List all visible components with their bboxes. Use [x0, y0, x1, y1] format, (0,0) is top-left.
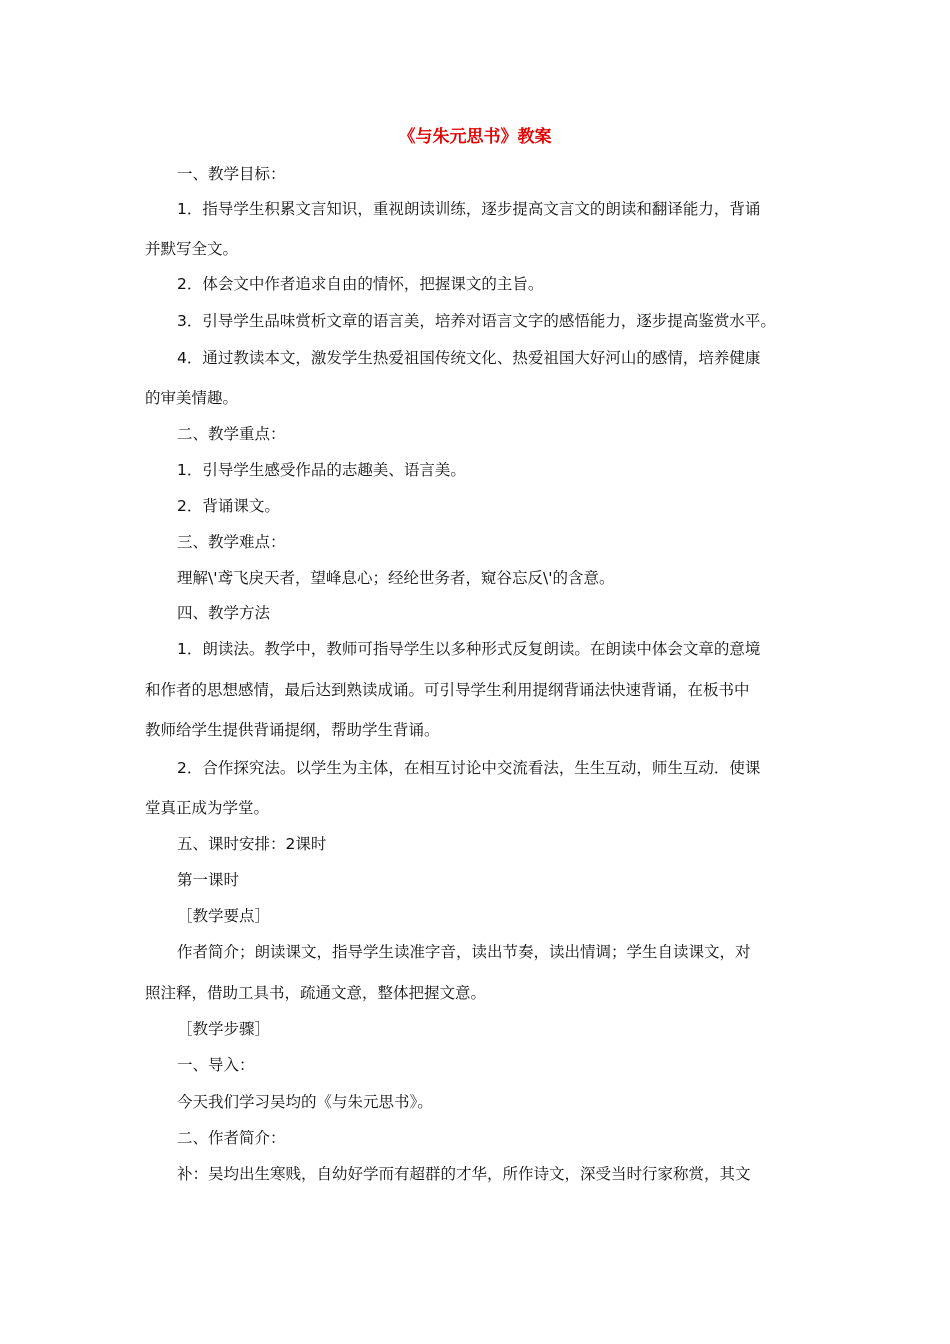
heading-schedule: 五、课时安排：2课时	[177, 835, 327, 853]
paragraph-line: 并默写全文。	[145, 240, 239, 258]
heading-first-lesson: 第一课时	[177, 871, 240, 889]
heading-objectives: 一、教学目标：	[177, 165, 286, 183]
document-title: 《与朱元思书》教案	[398, 127, 552, 147]
paragraph-line: 补：吴均出生寒贱，自幼好学而有超群的才华，所作诗文，深受当时行家称赏，其文	[177, 1165, 751, 1183]
heading-author-profile: 二、作者简介：	[177, 1129, 286, 1147]
paragraph-line: 2．体会文中作者追求自由的情怀，把握课文的主旨。	[177, 275, 544, 293]
heading-introduction: 一、导入：	[177, 1056, 255, 1074]
paragraph-line: 堂真正成为学堂。	[145, 799, 270, 817]
heading-teaching-steps: ［教学步骤］	[177, 1020, 271, 1038]
paragraph-line: 4．通过教读本文，激发学生热爱祖国传统文化、热爱祖国大好河山的感情，培养健康	[177, 349, 761, 367]
heading-difficulties: 三、教学难点：	[177, 533, 286, 551]
heading-key-points: 二、教学重点：	[177, 425, 286, 443]
heading-methods: 四、教学方法	[177, 604, 271, 622]
paragraph-line: 的审美情趣。	[145, 389, 239, 407]
paragraph-line: 作者简介；朗读课文，指导学生读准字音，读出节奏，读出情调；学生自读课文，对	[177, 943, 751, 961]
paragraph-line: 照注释，借助工具书，疏通文意，整体把握文意。	[145, 984, 487, 1002]
paragraph-line: 1．朗读法。教学中，教师可指导学生以多种形式反复朗读。在朗读中体会文章的意境	[177, 640, 761, 658]
heading-teaching-points: ［教学要点］	[177, 907, 271, 925]
paragraph-line: 2．背诵课文。	[177, 497, 280, 515]
paragraph-line: 今天我们学习吴均的《与朱元思书》。	[177, 1093, 433, 1111]
paragraph-line: 和作者的思想感情，最后达到熟读成诵。可引导学生利用提纲背诵法快速背诵，在板书中	[145, 681, 750, 699]
paragraph-line: 2．合作探究法。以学生为主体，在相互讨论中交流看法，生生互动，师生互动．使课	[177, 759, 761, 777]
paragraph-line: 1．指导学生积累文言知识，重视朗读训练，逐步提高文言文的朗读和翻译能力，背诵	[177, 200, 761, 218]
paragraph-line: 1．引导学生感受作品的志趣美、语言美。	[177, 461, 466, 479]
paragraph-line: 3．引导学生品味赏析文章的语言美，培养对语言文字的感悟能力，逐步提高鉴赏水平。	[177, 312, 776, 330]
paragraph-line: 理解\'鸢飞戾天者，望峰息心；经纶世务者，窥谷忘反\'的含意。	[177, 569, 615, 587]
paragraph-line: 教师给学生提供背诵提纲，帮助学生背诵。	[145, 721, 440, 739]
